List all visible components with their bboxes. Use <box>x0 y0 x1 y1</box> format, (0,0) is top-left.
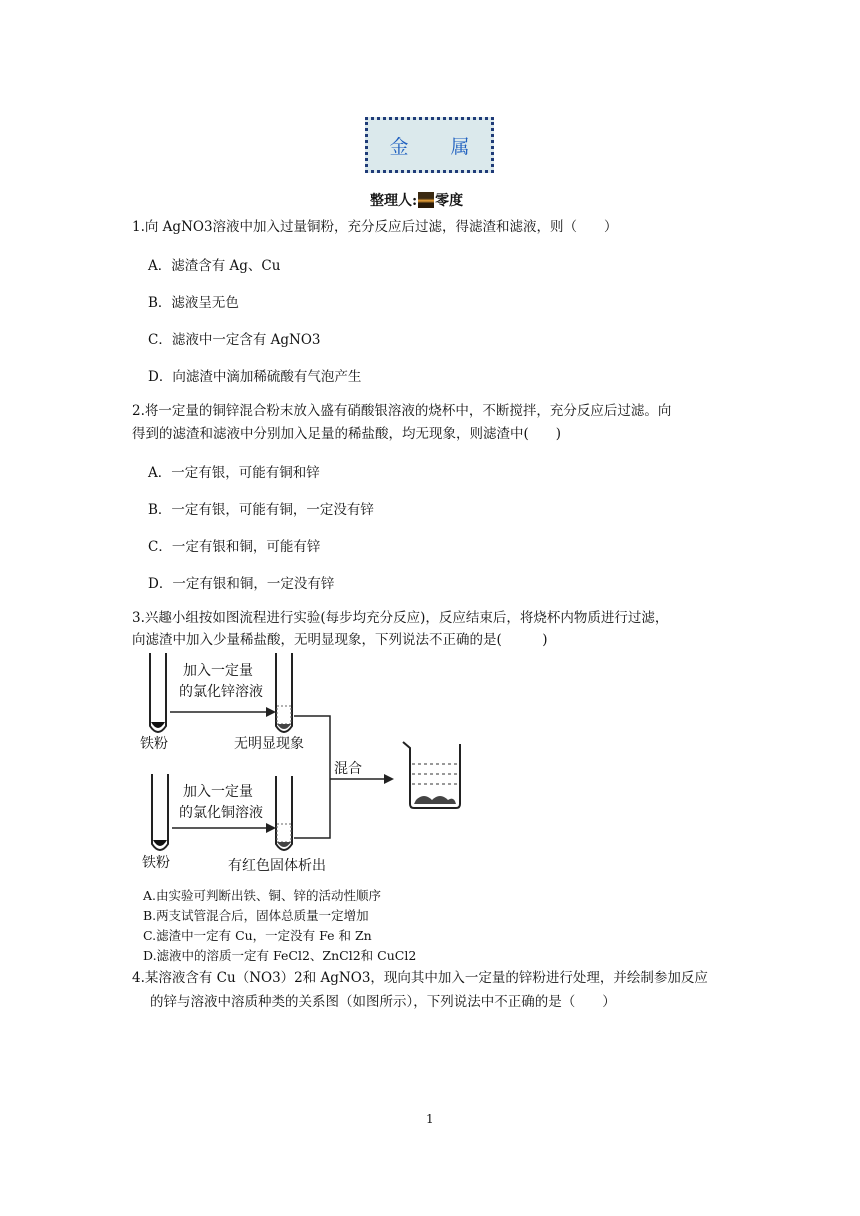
question-3-stem-line-1: 3.兴趣小组按如图流程进行实验(每步均充分反应)，反应结束后，将烧杯内物质进行过滤， <box>132 610 669 626</box>
question-4-stem-line-1: 4.某溶液含有 Cu（NO3）2和 AgNO3，现向其中加入一定量的锌粉进行处理，并绘制参加反应 <box>132 970 708 986</box>
question-4-stem-line-2: 的锌与溶液中溶质种类的关系图（如图所示），下列说法中不正确的是（ ） <box>150 994 616 1010</box>
test-tube-bottom-left <box>152 774 168 850</box>
author-label: 整理人: <box>370 193 418 209</box>
question-2-option-d: D．一定有银和铜，一定没有锌 <box>148 576 335 592</box>
bottom-right-label: 有红色固体析出 <box>228 858 326 874</box>
question-3-option-b: B.两支试管混合后，固体总质量一定增加 <box>143 908 369 923</box>
question-2-option-c: C．一定有银和铜，可能有锌 <box>148 539 321 555</box>
title-box <box>365 117 494 173</box>
top-right-label: 无明显现象 <box>234 736 304 752</box>
question-2-option-a: A．一定有银，可能有铜和锌 <box>148 465 320 481</box>
question-2-option-b: B．一定有银，可能有铜，一定没有锌 <box>148 502 374 518</box>
sunset-avatar-icon <box>418 192 434 208</box>
mix-label: 混合 <box>334 761 362 777</box>
test-tube-bottom-right <box>276 776 292 850</box>
top-reagent-line-1: 加入一定量 <box>183 663 253 679</box>
question-1-option-c: C．滤液中一定含有 AgNO3 <box>148 332 321 348</box>
beaker <box>403 742 460 808</box>
page-number: 1 <box>426 1112 434 1126</box>
test-tube-top-right <box>276 653 292 732</box>
top-reagent-line-2: 的氯化锌溶液 <box>179 684 263 700</box>
bottom-left-label: 铁粉 <box>142 855 170 871</box>
bottom-reagent-line-1: 加入一定量 <box>183 784 253 800</box>
question-2-stem-line-2: 得到的滤渣和滤液中分别加入足量的稀盐酸，均无现象，则滤渣中( ) <box>132 426 562 442</box>
question-3-stem-line-2: 向滤渣中加入少量稀盐酸，无明显现象，下列说法不正确的是( ) <box>132 632 548 648</box>
top-left-label: 铁粉 <box>140 736 168 752</box>
question-2-stem-line-1: 2.将一定量的铜锌混合粉末放入盛有硝酸银溶液的烧杯中，不断搅拌，充分反应后过滤。向 <box>132 403 672 419</box>
question-3-option-d: D.滤液中的溶质一定有 FeCl2、ZnCl2和 CuCl2 <box>143 948 417 963</box>
question-1-option-d: D．向滤渣中滴加稀硫酸有气泡产生 <box>148 369 362 385</box>
page-title: 金 属 <box>389 135 488 158</box>
test-tube-top-left <box>150 653 166 732</box>
question-3-option-c: C.滤渣中一定有 Cu，一定没有 Fe 和 Zn <box>143 928 372 943</box>
merge-connector <box>294 716 330 838</box>
question-3-option-a: A.由实验可判断出铁、铜、锌的活动性顺序 <box>143 888 382 903</box>
bottom-reagent-line-2: 的氯化铜溶液 <box>179 805 263 821</box>
question-1-option-b: B．滤液呈无色 <box>148 295 239 311</box>
experiment-flow-diagram <box>138 648 478 880</box>
author-name: 零度 <box>435 193 464 209</box>
author-line <box>370 190 463 210</box>
question-1-option-a: A．滤渣含有 Ag、Cu <box>148 258 281 274</box>
question-1-stem: 1.向 AgNO3溶液中加入过量铜粉，充分反应后过滤，得滤渣和滤液，则（ ） <box>132 219 618 235</box>
